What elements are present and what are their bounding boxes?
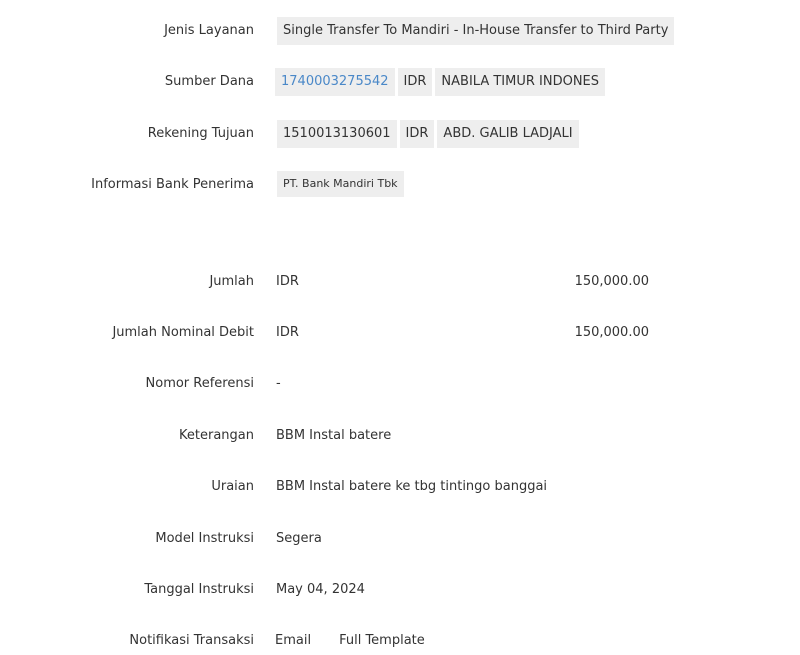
row-amount (0, 268, 800, 296)
instruction-model-value: Segera (276, 531, 322, 546)
source-account-value-group (275, 68, 608, 96)
destination-account-label: Rekening Tujuan (147, 126, 254, 141)
amount-label: Jumlah (209, 274, 254, 289)
debit-amount-currency: IDR (276, 325, 299, 340)
row-beneficiary-bank (0, 171, 800, 199)
row-source-account (0, 68, 800, 96)
row-debit-amount (0, 319, 800, 347)
instruction-date-value: May 04, 2024 (276, 582, 365, 597)
reference-number-label: Nomor Referensi (145, 376, 254, 391)
beneficiary-bank-value-group (277, 171, 407, 199)
amount-currency: IDR (276, 274, 299, 289)
debit-amount-value: 150,000.00 (574, 325, 649, 340)
row-reference-number (0, 370, 800, 398)
row-remark (0, 422, 800, 450)
notification-label: Notifikasi Transaksi (129, 633, 254, 648)
notification-channel: Email (275, 633, 312, 648)
debit-amount-label: Jumlah Nominal Debit (112, 325, 254, 340)
reference-number-value: - (276, 376, 281, 391)
service-type-label: Jenis Layanan (164, 23, 254, 38)
destination-account-value-group (277, 120, 582, 148)
source-account-label: Sumber Dana (164, 74, 254, 89)
instruction-date-label: Tanggal Instruksi (144, 582, 254, 597)
source-account-name: NABILA TIMUR INDONES (435, 68, 605, 96)
description-label: Uraian (211, 479, 254, 494)
source-account-number-link[interactable]: 1740003275542 (275, 68, 395, 96)
row-description (0, 473, 800, 501)
remark-label: Keterangan (179, 428, 254, 443)
beneficiary-bank-label: Informasi Bank Penerima (91, 177, 254, 192)
destination-account-currency: IDR (400, 120, 435, 148)
row-instruction-model (0, 525, 800, 553)
remark-value: BBM Instal batere (276, 428, 392, 443)
service-type-value-group (277, 17, 677, 45)
beneficiary-bank-name: PT. Bank Mandiri Tbk (277, 171, 404, 197)
row-transaction-notification (0, 627, 800, 655)
source-account-currency: IDR (398, 68, 433, 96)
description-value: BBM Instal batere ke tbg tintingo banggai (276, 479, 548, 494)
destination-account-number: 1510013130601 (277, 120, 397, 148)
row-destination-account (0, 120, 800, 148)
service-type-value: Single Transfer To Mandiri - In-House Transfer to Third Party (277, 17, 674, 45)
notification-value-group (275, 627, 425, 655)
instruction-model-label: Model Instruksi (155, 531, 254, 546)
notification-template: Full Template (339, 633, 425, 648)
amount-value: 150,000.00 (574, 274, 649, 289)
row-service-type (0, 17, 800, 45)
destination-account-name: ABD. GALIB LADJALI (437, 120, 578, 148)
row-instruction-date (0, 576, 800, 604)
